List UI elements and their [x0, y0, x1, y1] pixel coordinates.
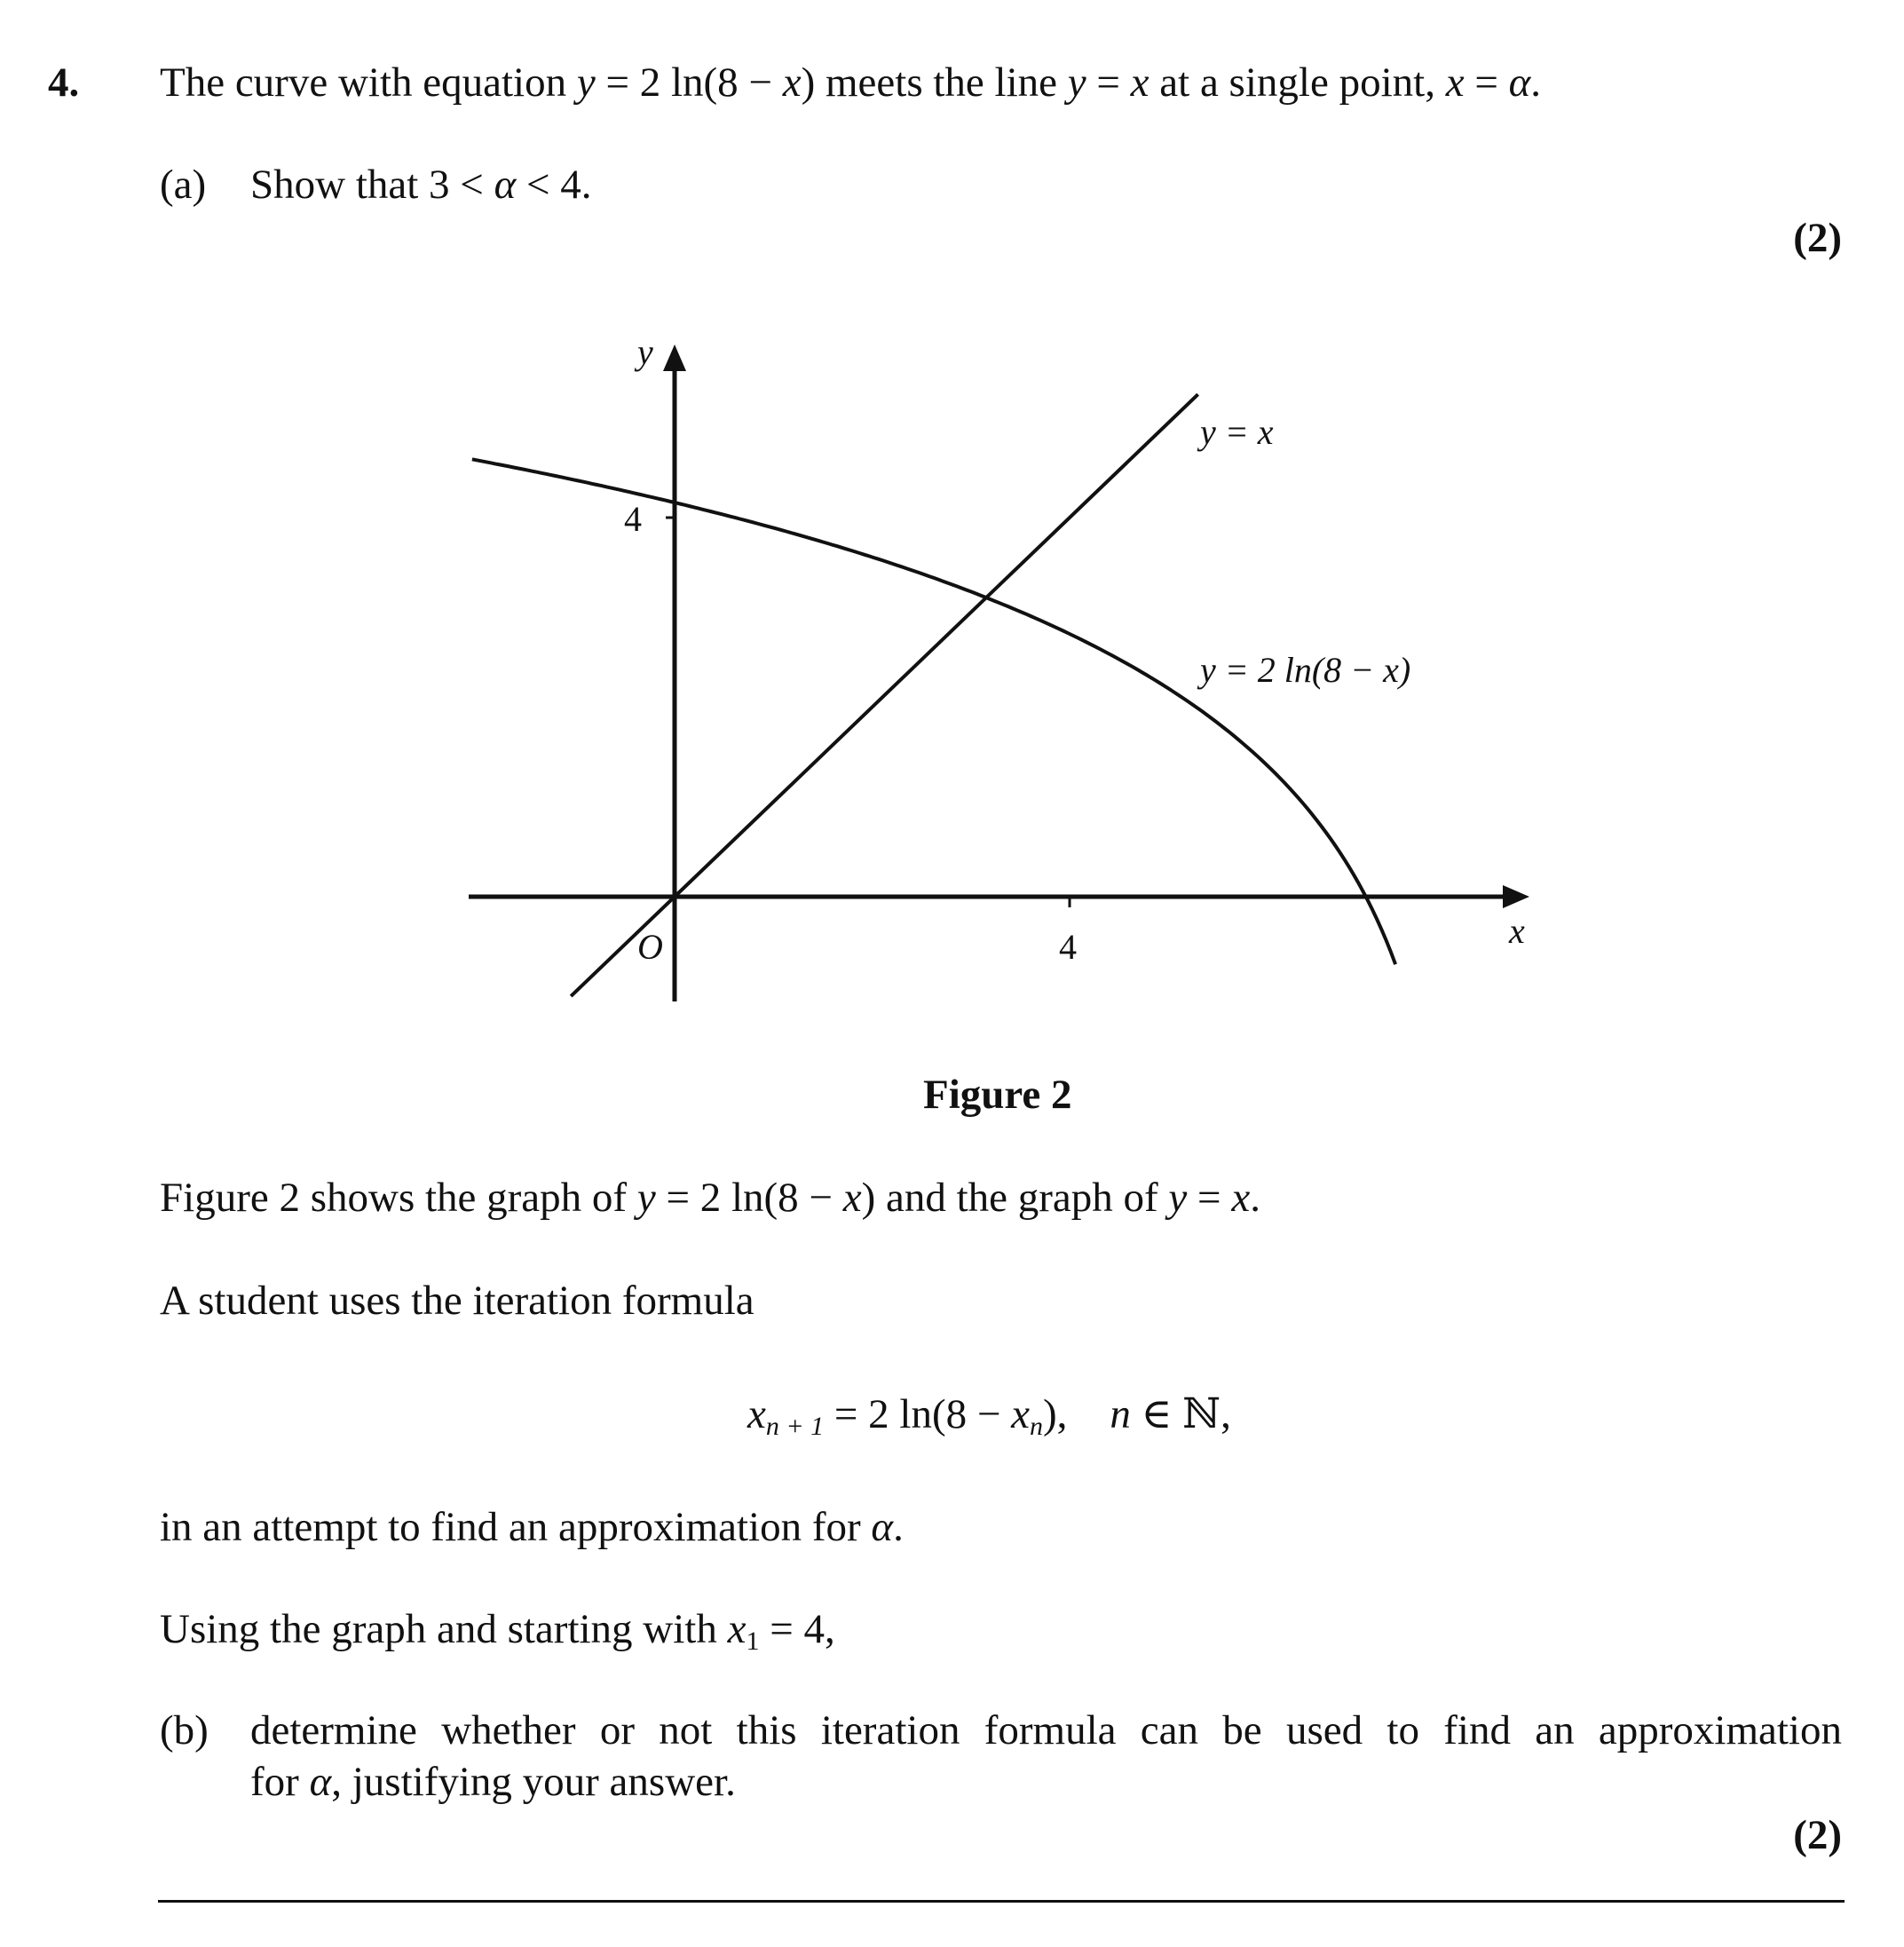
stem-text-4: = — [1086, 59, 1131, 106]
answer-line — [158, 1900, 1845, 1903]
formula-close: ), — [1042, 1391, 1068, 1437]
desc-var-1: y — [636, 1175, 656, 1221]
part-a-text-2: < 4. — [516, 162, 592, 208]
part-a-var: α — [494, 162, 517, 208]
iteration-formula — [747, 1391, 1231, 1441]
desc-text-2: = 2 ln(8 − — [655, 1175, 843, 1221]
stem-var-5: x — [1445, 59, 1465, 106]
stem-var-6: α — [1508, 59, 1531, 106]
line-label: y = x — [1200, 412, 1274, 452]
stem-text-2: = 2 ln(8 − — [595, 59, 783, 106]
using-line — [160, 1606, 835, 1656]
using-text-2: = 4, — [759, 1606, 835, 1652]
formula-sub-n-plus-1: n + 1 — [765, 1412, 825, 1441]
part-b-line-2 — [250, 1761, 736, 1803]
origin-label: O — [637, 927, 663, 967]
using-text-1: Using the graph and starting with — [160, 1606, 728, 1652]
series-line-y-equals-x — [571, 394, 1197, 996]
formula-set: ∈ ℕ, — [1130, 1391, 1231, 1437]
stem-text-1: The curve with equation — [160, 59, 577, 106]
x-axis-arrow-icon — [1503, 885, 1529, 908]
desc-text-3: ) and the graph of — [861, 1175, 1169, 1221]
formula-eq: = 2 ln(8 − — [824, 1391, 1012, 1437]
stem-text-5: at a single point, — [1149, 59, 1446, 106]
formula-x2: x — [1011, 1391, 1030, 1437]
desc-var-4: x — [1231, 1175, 1251, 1221]
figure-description — [160, 1177, 1260, 1219]
attempt-var: α — [871, 1504, 894, 1550]
x-tick-label-4: 4 — [1059, 927, 1077, 967]
desc-text-1: Figure 2 shows the graph of — [160, 1175, 637, 1221]
part-a-text-1: Show that 3 < — [250, 162, 494, 208]
formula-sub-n: n — [1029, 1412, 1043, 1441]
y-axis-arrow-icon — [663, 344, 686, 371]
student-line: A student uses the iteration formula — [160, 1278, 754, 1324]
using-sub: 1 — [746, 1626, 760, 1656]
desc-text-4: = — [1187, 1175, 1232, 1221]
part-b-text-1: for — [250, 1759, 310, 1805]
curve-label: y = 2 ln(8 − x) — [1200, 650, 1411, 690]
stem-text-3: ) meets the line — [801, 59, 1068, 106]
attempt-text-1: in an attempt to find an approximation for — [160, 1504, 872, 1550]
stem-var-3: y — [1067, 59, 1086, 106]
using-x: x — [727, 1606, 747, 1652]
desc-text-5: . — [1250, 1175, 1260, 1221]
figure-caption: Figure 2 — [923, 1072, 1072, 1118]
desc-var-3: y — [1168, 1175, 1188, 1221]
question-number: 4. — [48, 59, 80, 106]
part-b-line-1: determine whether or not this iteration formula can be used to find an approximation — [250, 1707, 1842, 1753]
part-a-marks: (2) — [1793, 215, 1842, 261]
stem-text-6: = — [1464, 59, 1509, 106]
attempt-line — [160, 1504, 904, 1550]
part-b-marks: (2) — [1793, 1812, 1842, 1858]
stem-var-2: x — [782, 59, 802, 106]
x-axis-label: x — [1509, 911, 1525, 951]
desc-var-2: x — [842, 1175, 862, 1221]
attempt-text-2: . — [893, 1504, 904, 1550]
stem-text-7: . — [1530, 59, 1542, 106]
stem-var-1: y — [576, 59, 596, 106]
part-b-var: α — [309, 1759, 332, 1805]
formula-x: x — [747, 1391, 766, 1437]
part-b-label: (b) — [160, 1707, 209, 1753]
formula-n: n — [1110, 1391, 1131, 1437]
part-b-text-2: , justifying your answer. — [331, 1759, 736, 1805]
part-a-label: (a) — [160, 162, 207, 208]
series-curve-2ln-8-minus-x — [472, 459, 1395, 964]
y-tick-label-4: 4 — [624, 499, 642, 539]
stem-var-4: x — [1130, 59, 1150, 106]
y-axis-label: y — [637, 332, 653, 372]
